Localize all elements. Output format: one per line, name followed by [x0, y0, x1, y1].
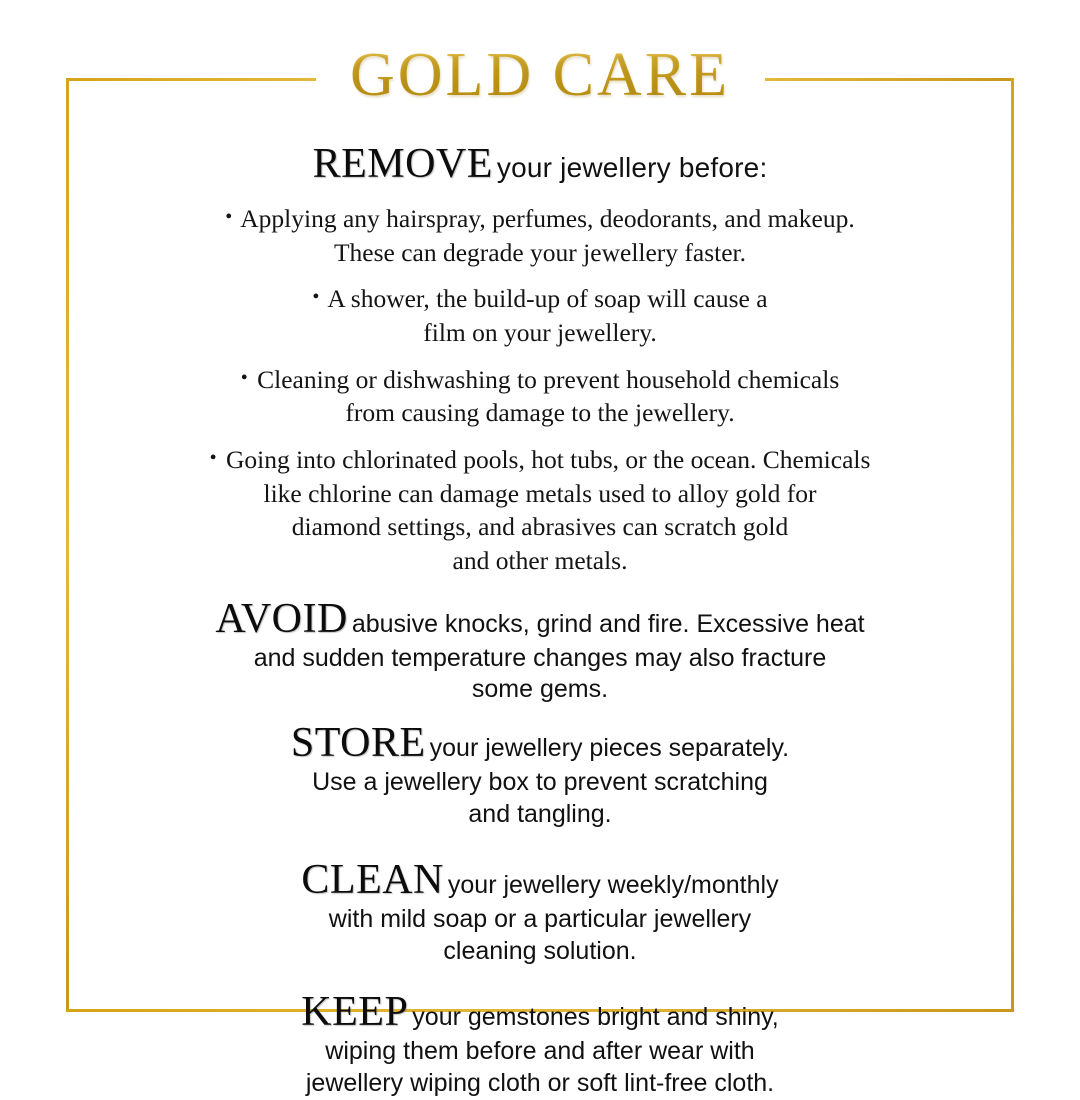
- keep-keyword: KEEP: [301, 989, 409, 1036]
- section-line: your jewellery pieces separately.: [429, 734, 790, 763]
- care-instructions: [86, 136, 994, 1100]
- bullet-line: like chlorine can damage metals used to alloy gold for: [263, 478, 817, 508]
- remove-bullet-list: [86, 202, 994, 578]
- section-line: and sudden temperature changes may also fracture: [253, 643, 827, 672]
- bullet-line: Cleaning or dishwashing to prevent household chemicals: [257, 364, 840, 394]
- list-item: [86, 443, 994, 578]
- section-line: cleaning solution.: [443, 936, 637, 965]
- section-line: wiping them before and after wear with: [325, 1037, 755, 1066]
- section-clean: [86, 857, 994, 968]
- remove-keyword: REMOVE: [312, 141, 493, 187]
- bullet-icon: •: [240, 366, 248, 389]
- section-line: and tangling.: [468, 799, 612, 828]
- bullet-line: Applying any hairspray, perfumes, deodorants, and makeup.: [240, 204, 855, 234]
- list-item: [86, 363, 994, 430]
- section-line: some gems.: [471, 675, 609, 704]
- clean-keyword: CLEAN: [301, 856, 444, 903]
- avoid-keyword: AVOID: [215, 595, 348, 642]
- section-keep: [86, 989, 994, 1100]
- bullet-line: and other metals.: [452, 546, 628, 575]
- bullet-icon: •: [225, 206, 233, 229]
- bullet-line: from causing damage to the jewellery.: [345, 398, 735, 428]
- bullet-icon: •: [209, 447, 217, 470]
- bullet-line: Going into chlorinated pools, hot tubs, or the ocean. Chemicals: [225, 445, 871, 475]
- section-line: Use a jewellery box to prevent scratching: [312, 768, 768, 797]
- remove-heading-rest: your jewellery before:: [496, 152, 768, 183]
- bullet-line: A shower, the build-up of soap will cause a: [327, 284, 768, 314]
- bullet-line: These can degrade your jewellery faster.: [333, 237, 747, 267]
- bullet-line: diamond settings, and abrasives can scratch gold: [291, 512, 789, 542]
- section-store: [86, 720, 994, 831]
- section-avoid: [86, 596, 994, 707]
- page-title: GOLD CARE: [0, 44, 1080, 106]
- remove-heading: [86, 142, 994, 186]
- frame-left-segment: [66, 78, 69, 1012]
- section-line: your gemstones bright and shiny,: [412, 1003, 779, 1032]
- store-keyword: STORE: [290, 720, 426, 767]
- bullet-line: film on your jewellery.: [423, 318, 657, 348]
- list-item: [86, 282, 994, 349]
- section-line: jewellery wiping cloth or soft lint-free cloth.: [305, 1069, 775, 1098]
- section-line: your jewellery weekly/monthly: [447, 870, 779, 899]
- list-item: [86, 202, 994, 269]
- frame-right-segment: [1011, 78, 1014, 1012]
- section-line: abusive knocks, grind and fire. Excessive heat: [351, 609, 865, 638]
- bullet-icon: •: [312, 286, 320, 309]
- section-line: with mild soap or a particular jewellery: [328, 904, 752, 933]
